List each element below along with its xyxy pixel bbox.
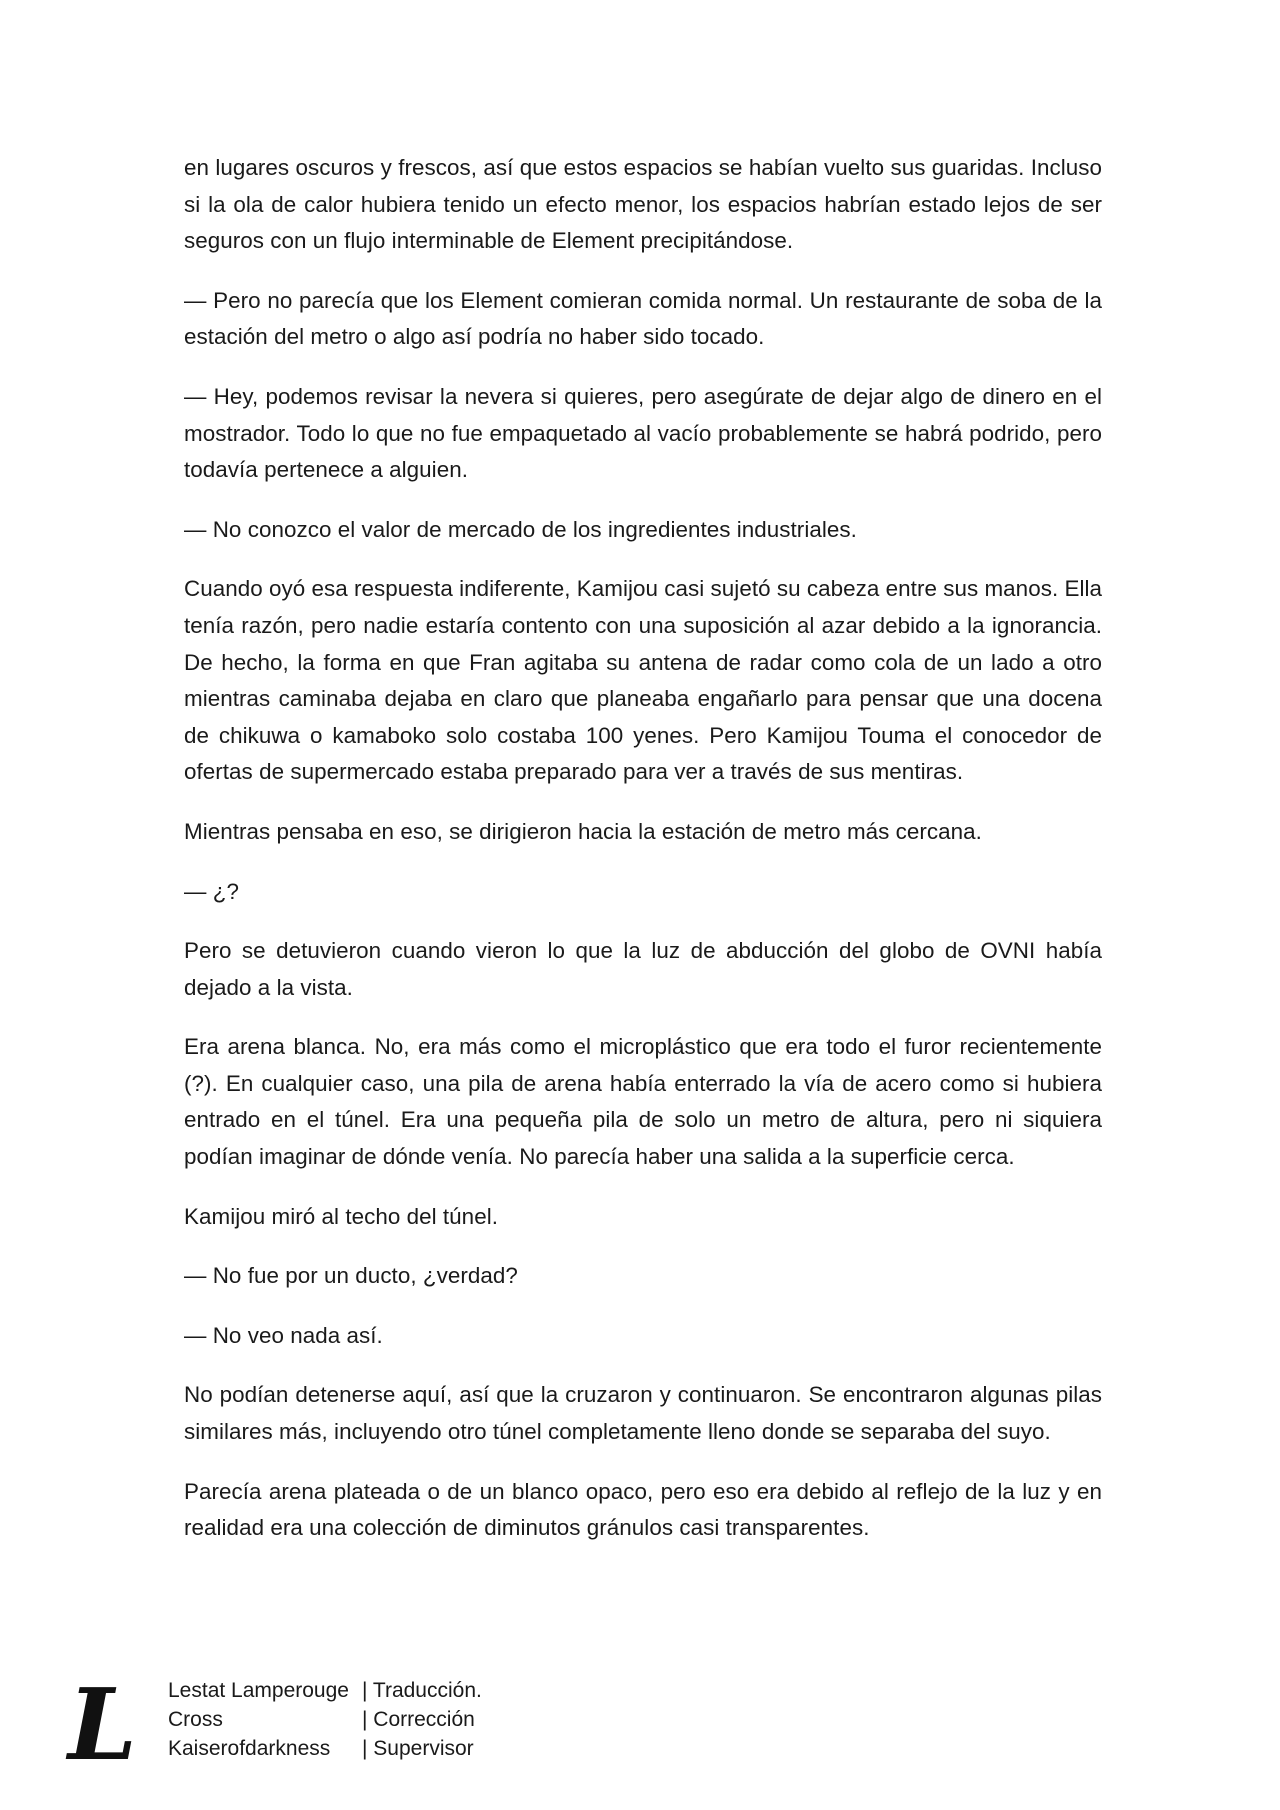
- credits-block: [168, 1676, 482, 1763]
- credit-name: Kaiserofdarkness: [168, 1737, 331, 1760]
- paragraph: Mientras pensaba en eso, se dirigieron hacia la estación de metro más cercana.: [184, 818, 982, 844]
- paragraph: — Pero no parecía que los Element comieran comida normal. Un restaurante de soba de la estación del metro o algo así podría no haber sido tocado.: [184, 287, 1102, 350]
- paragraph: — ¿?: [184, 878, 239, 904]
- paragraph: — No veo nada así.: [184, 1322, 383, 1348]
- page-body: [184, 150, 1102, 1570]
- credit-row: [168, 1705, 482, 1734]
- credit-role: | Traducción.: [362, 1679, 482, 1702]
- credit-role: | Corrección: [362, 1708, 475, 1731]
- paragraph: — No fue por un ducto, ¿verdad?: [184, 1263, 518, 1289]
- paragraph: Parecía arena plateada o de un blanco opaco, pero eso era debido al reflejo de la luz y en realidad era una colección de diminutos gránulos casi transparentes.: [184, 1478, 1102, 1541]
- paragraph: No podían detenerse aquí, así que la cruzaron y continuaron. Se encontraron algunas pilas similares más, incluyendo otro túnel completamente lleno donde se separaba del suyo.: [184, 1382, 1102, 1445]
- paragraph: Era arena blanca. No, era más como el microplástico que era todo el furor recientemente (?). En cualquier caso, una pila de arena había enterrado la vía de acero como si hubiera entrado en el túnel. Era una pequeña pila de solo un metro de altura, pero ni siquiera podían imaginar de dónde venía. No parecía haber una salida a la superficie cerca.: [184, 1034, 1102, 1170]
- paragraph: — Hey, podemos revisar la nevera si quieres, pero asegúrate de dejar algo de dinero en el mostrador. Todo lo que no fue empaquetado al vacío probablemente se habrá podrido, pero todavía pertenece a alguien.: [184, 383, 1102, 483]
- credit-name: Cross: [168, 1708, 223, 1731]
- paragraph: — No conozco el valor de mercado de los ingredientes industriales.: [184, 516, 857, 542]
- paragraph: en lugares oscuros y frescos, así que estos espacios se habían vuelto sus guaridas. Incluso si la ola de calor hubiera tenido un efecto menor, los espacios habrían estado lejos de ser seguros con un flujo interminable de Element precipitándose.: [184, 155, 1102, 254]
- credit-name: Lestat Lamperouge: [168, 1679, 349, 1702]
- page-footer: [64, 1668, 584, 1786]
- credit-row: [168, 1676, 482, 1705]
- credit-role: | Supervisor: [362, 1737, 474, 1760]
- paragraph: Kamijou miró al techo del túnel.: [184, 1203, 498, 1229]
- credit-row: [168, 1734, 482, 1763]
- gothic-l-logo: L: [68, 1668, 137, 1783]
- paragraph: Cuando oyó esa respuesta indiferente, Kamijou casi sujetó su cabeza entre sus manos. Ella tenía razón, pero nadie estaría contento con una suposición al azar debido a la ignorancia. De hecho, la forma en que Fran agitaba su antena de radar como cola de un lado a otro mientras caminaba dejaba en claro que planeaba engañarlo para pensar que una docena de chikuwa o kamaboko solo costaba 100 yenes. Pero Kamijou Touma el conocedor de ofertas de supermercado estaba preparado para ver a través de sus mentiras.: [184, 576, 1103, 785]
- paragraph: Pero se detuvieron cuando vieron lo que la luz de abducción del globo de OVNI había dejado a la vista.: [184, 938, 1102, 1000]
